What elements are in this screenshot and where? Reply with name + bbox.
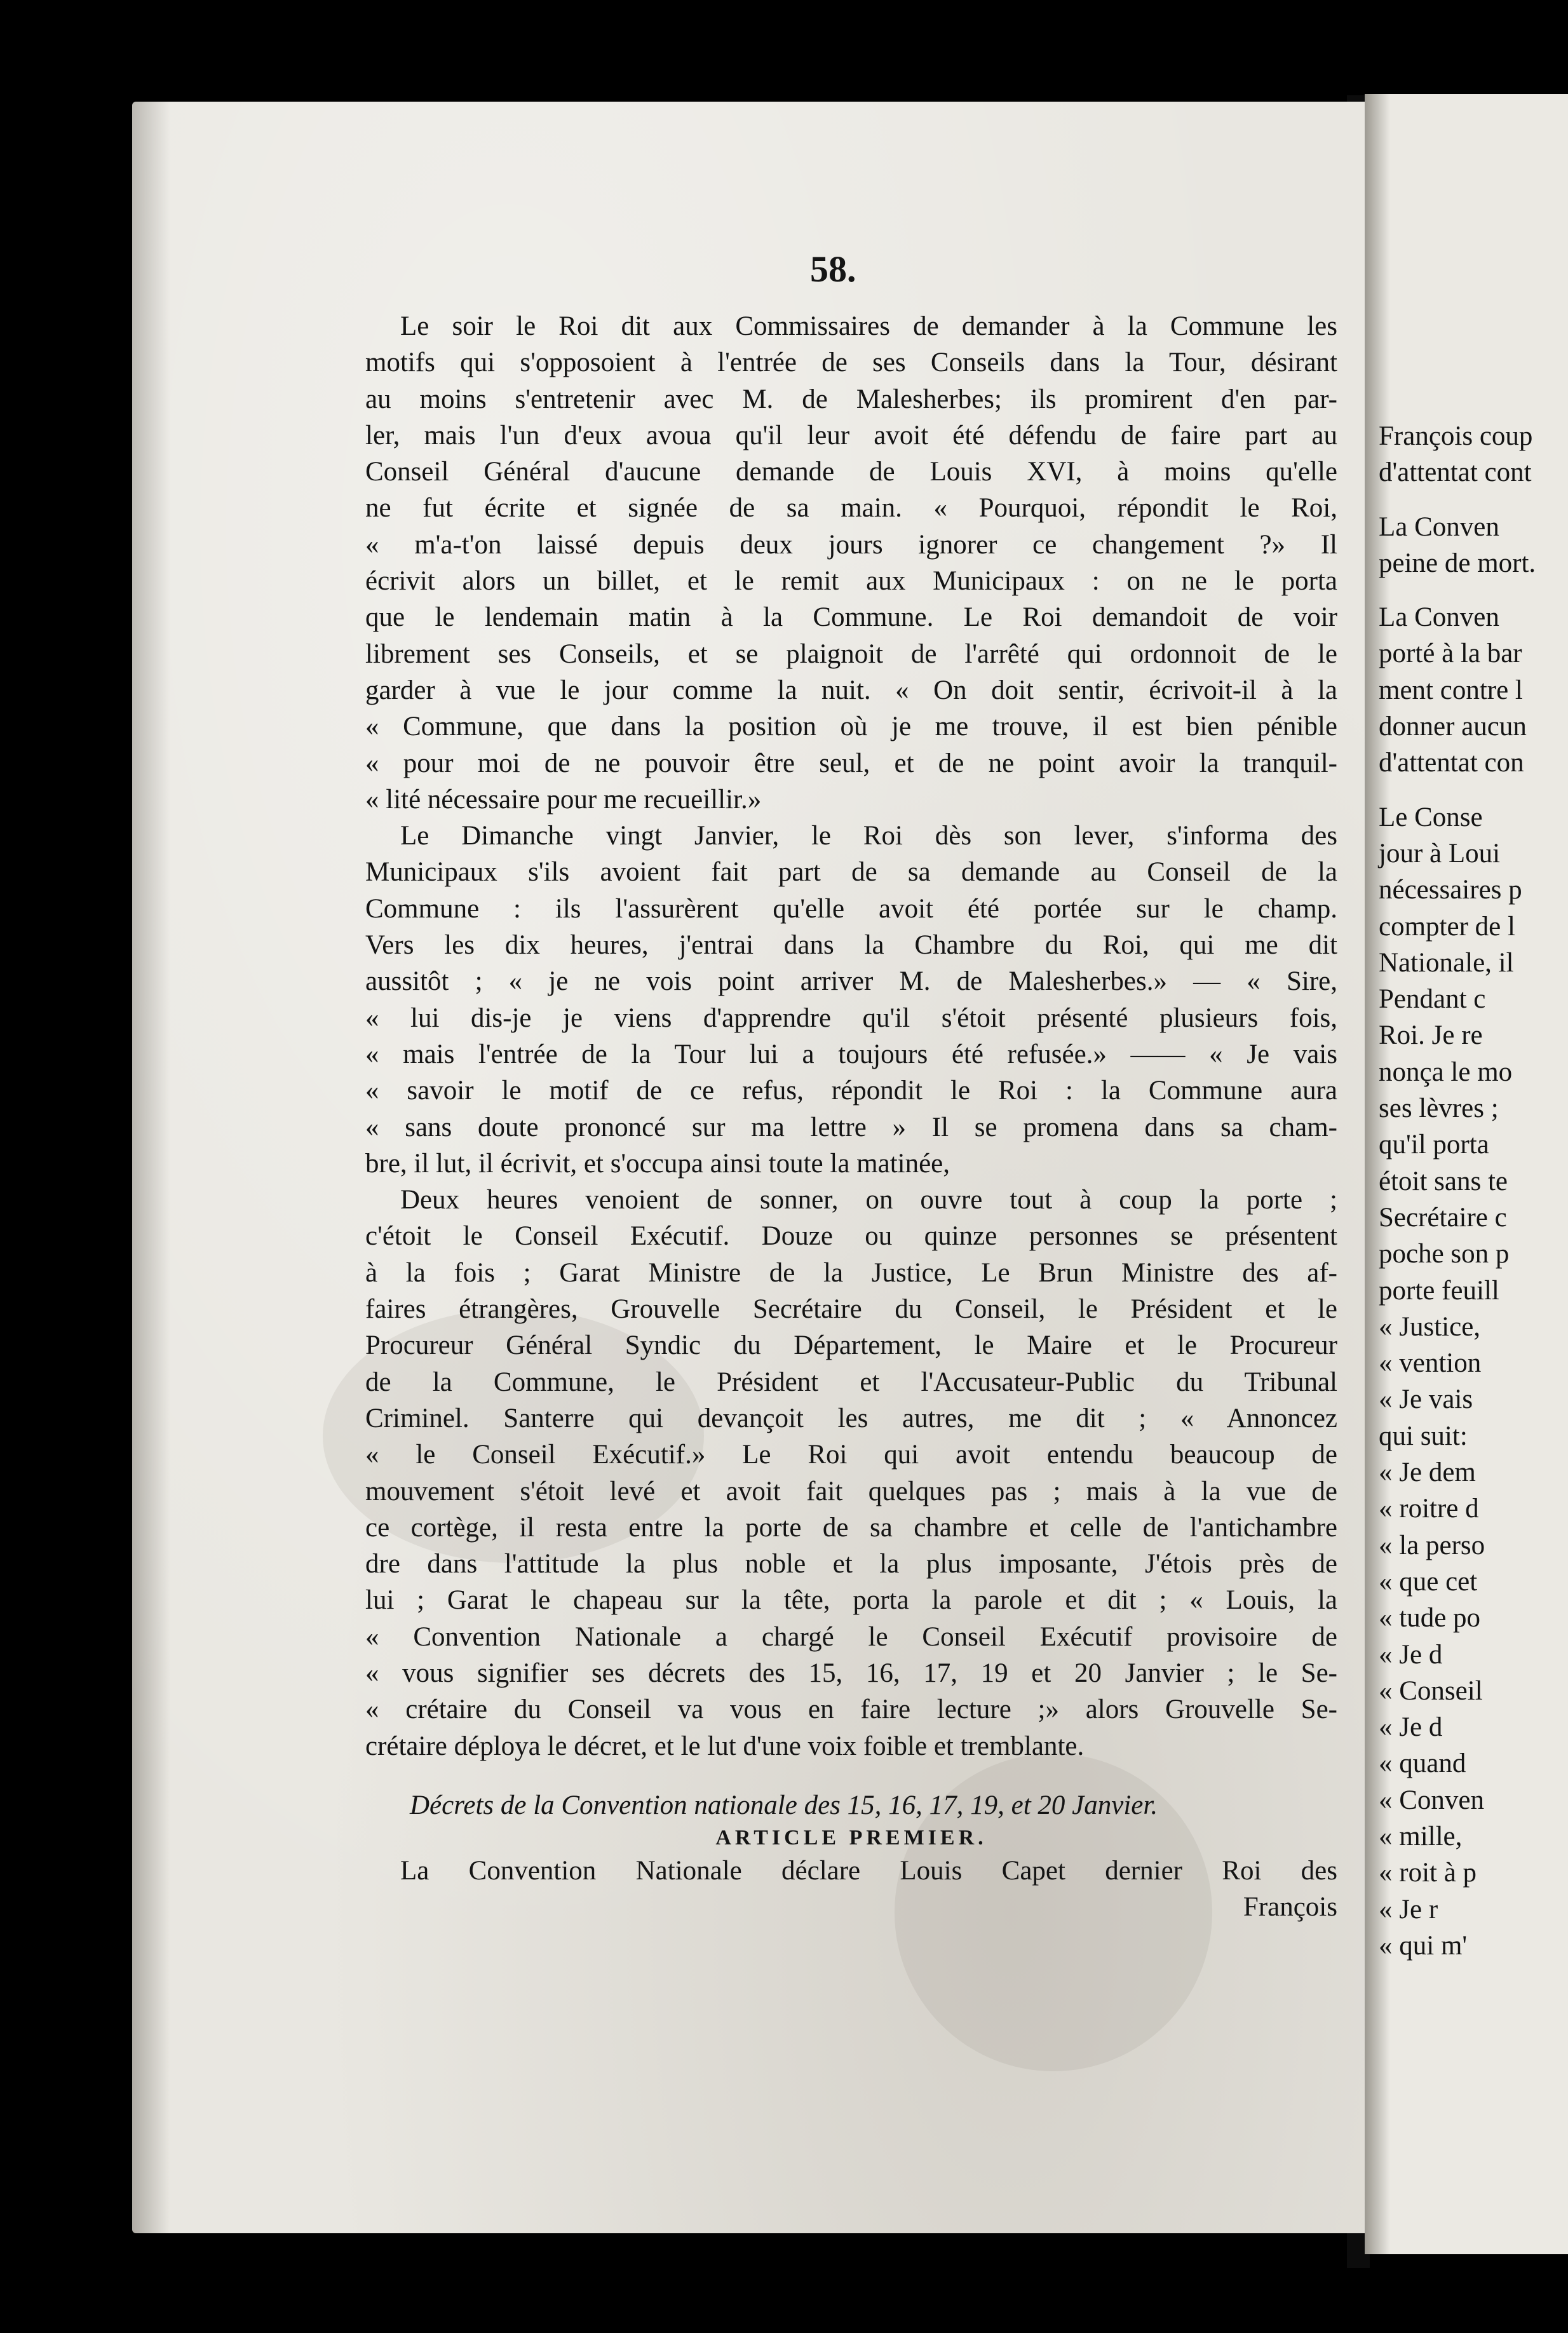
text-line: mouvement s'étoit levé et avoit fait quelques pas ; mais à la vue de [365, 1476, 1337, 1506]
text-line: bre, il lut, il écrivit, et s'occupa ainsi toute la matinée, [365, 1148, 950, 1179]
right-page-line: poche son p [1379, 1239, 1510, 1269]
text-line: de la Commune, le Président et l'Accusateur-Public du Tribunal [365, 1367, 1337, 1397]
text-line: librement ses Conseils, et se plaignoit de l'arrêté qui ordonnoit de le [365, 639, 1337, 669]
right-page-line: nécessaires p [1379, 875, 1522, 905]
right-page-line: « roitre d [1379, 1494, 1479, 1524]
right-page-line: porte feuill [1379, 1275, 1499, 1306]
text-line: « savoir le motif de ce refus, répondit le Roi : la Commune aura [365, 1076, 1337, 1106]
text-line: Municipaux s'ils avoient fait part de sa demande au Conseil de la [365, 857, 1337, 888]
text-line: Le soir le Roi dit aux Commissaires de demander à la Commune les [400, 311, 1337, 341]
text-line: « lité nécessaire pour me recueillir.» [365, 784, 762, 815]
right-page-line: « vention [1379, 1348, 1482, 1379]
text-line: Vers les dix heures, j'entrai dans la Chambre du Roi, qui me dit [365, 930, 1337, 961]
right-page-line: « Conven [1379, 1785, 1485, 1815]
right-page-line: ses lèvres ; [1379, 1093, 1499, 1124]
text-line: au moins s'entretenir avec M. de Malesherbes; ils promirent d'en par- [365, 384, 1337, 414]
text-line: Conseil Général d'aucune demande de Louis XVI, à moins qu'elle [365, 457, 1337, 487]
right-page-line: « que cet [1379, 1566, 1478, 1597]
right-page-line: « Je r [1379, 1894, 1438, 1924]
right-page-line: « Justice, [1379, 1311, 1481, 1342]
main-text-block [365, 308, 1337, 1926]
right-page-line: d'attentat cont [1379, 457, 1532, 488]
right-page-line: nonça le mo [1379, 1057, 1513, 1087]
article-label: ARTICLE PREMIER. [715, 1826, 987, 1850]
right-page-line: peine de mort. [1379, 548, 1536, 578]
right-page-line: jour à Loui [1379, 838, 1501, 869]
right-page-line: « quand [1379, 1748, 1466, 1779]
right-page-line: porté à la bar [1379, 639, 1522, 669]
right-page-line: qu'il porta [1379, 1130, 1489, 1160]
right-page-line: Pendant c [1379, 984, 1486, 1015]
right-page-line: « Je dem [1379, 1457, 1476, 1488]
text-line: « Commune, que dans la position où je me trouve, il est bien pénible [365, 712, 1337, 742]
text-line: ler, mais l'un d'eux avoua qu'il leur avoit été défendu de faire part au [365, 420, 1337, 450]
right-page-line: qui suit: [1379, 1421, 1468, 1451]
text-line: dre dans l'attitude la plus noble et la plus imposante, J'étois près de [365, 1549, 1337, 1579]
decree-heading: Décrets de la Convention nationale des 15, 16, 17, 19, et 20 Janvier. [410, 1790, 1158, 1820]
text-line: garder à vue le jour comme la nuit. « On doit sentir, écrivoit-il à la [365, 675, 1337, 705]
right-page [1365, 94, 1568, 2254]
text-line: ne fut écrite et signée de sa main. « Pourquoi, répondit le Roi, [365, 493, 1337, 524]
right-page-text [1379, 418, 1568, 1964]
text-line: que le lendemain matin à la Commune. Le Roi demandoit de voir [365, 602, 1337, 633]
right-page-line: ment contre l [1379, 675, 1523, 705]
text-line: à la fois ; Garat Ministre de la Justice, Le Brun Ministre des af- [365, 1257, 1337, 1288]
text-line: Deux heures venoient de sonner, on ouvre tout à coup la porte ; [400, 1185, 1337, 1215]
right-page-line: Secrétaire c [1379, 1202, 1507, 1233]
text-line: « Convention Nationale a chargé le Conseil Exécutif provisoire de [365, 1621, 1337, 1652]
right-page-line: « Je d [1379, 1712, 1443, 1743]
right-page-line: donner aucun [1379, 712, 1527, 742]
text-line: « pour moi de ne pouvoir être seul, et de ne point avoir la tranquil- [365, 748, 1337, 778]
text-line: Commune : ils l'assurèrent qu'elle avoit été portée sur le champ. [365, 893, 1337, 924]
right-page-line: Nationale, il [1379, 947, 1514, 978]
text-line: « m'a-t'on laissé depuis deux jours ignorer ce changement ?» Il [365, 529, 1337, 560]
text-line: « le Conseil Exécutif.» Le Roi qui avoit entendu beaucoup de [365, 1440, 1337, 1470]
right-page-line: « Conseil [1379, 1675, 1483, 1706]
text-line: « sans doute prononcé sur ma lettre » Il se promena dans sa cham- [365, 1112, 1337, 1142]
right-page-line: François coup [1379, 421, 1533, 451]
text-line: « vous signifier ses décrets des 15, 16, 17, 19 et 20 Janvier ; le Se- [365, 1658, 1337, 1688]
right-page-line: « roit à p [1379, 1858, 1477, 1888]
right-page-line: La Conven [1379, 511, 1499, 542]
text-line: faires étrangères, Grouvelle Secrétaire du Conseil, le Président et le [365, 1294, 1337, 1325]
right-page-line: Roi. Je re [1379, 1020, 1483, 1051]
text-line: Procureur Général Syndic du Département, le Maire et le Procureur [365, 1330, 1337, 1361]
text-line: motifs qui s'opposoient à l'entrée de ses Conseils dans la Tour, désirant [365, 348, 1337, 378]
text-line: « crétaire du Conseil va vous en faire lecture ;» alors Grouvelle Se- [365, 1694, 1337, 1725]
text-line: Criminel. Santerre qui devançoit les autres, me dit ; « Annoncez [365, 1403, 1337, 1433]
text-line: ce cortège, il resta entre la porte de sa chambre et celle de l'antichambre [365, 1512, 1337, 1543]
right-page-line: « mille, [1379, 1821, 1463, 1851]
text-line: lui ; Garat le chapeau sur la tête, porta la parole et dit ; « Louis, la [365, 1585, 1337, 1616]
right-page-line: « qui m' [1379, 1930, 1468, 1961]
right-page-line: « Je vais [1379, 1384, 1473, 1415]
right-page-line: Le Conse [1379, 802, 1483, 832]
text-line: c'étoit le Conseil Exécutif. Douze ou quinze personnes se présentent [365, 1221, 1337, 1252]
article-text: La Convention Nationale déclare Louis Capet dernier Roi des [400, 1856, 1337, 1886]
text-line: crétaire déploya le décret, et le lut d'une voix foible et tremblante. [365, 1731, 1085, 1761]
text-line: Le Dimanche vingt Janvier, le Roi dès son lever, s'informa des [400, 821, 1337, 851]
text-line: écrivit alors un billet, et le remit aux Municipaux : on ne le porta [365, 566, 1337, 597]
text-line: « mais l'entrée de la Tour lui a toujours été refusée.» —— « Je vais [365, 1039, 1337, 1069]
right-page-line: étoit sans te [1379, 1166, 1508, 1196]
text-line: « lui dis-je je viens d'apprendre qu'il s'étoit présenté plusieurs fois, [365, 1003, 1337, 1033]
right-page-line: compter de l [1379, 911, 1515, 942]
page-number: 58. [810, 248, 856, 290]
right-page-line: « Je d [1379, 1639, 1443, 1670]
catchword: François [1243, 1892, 1337, 1923]
right-page-line: « tude po [1379, 1603, 1481, 1633]
right-page-line: « la perso [1379, 1530, 1485, 1560]
text-line: aussitôt ; « je ne vois point arriver M. de Malesherbes.» — « Sire, [365, 966, 1337, 997]
right-page-line: La Conven [1379, 602, 1499, 633]
right-page-line: d'attentat con [1379, 748, 1524, 778]
